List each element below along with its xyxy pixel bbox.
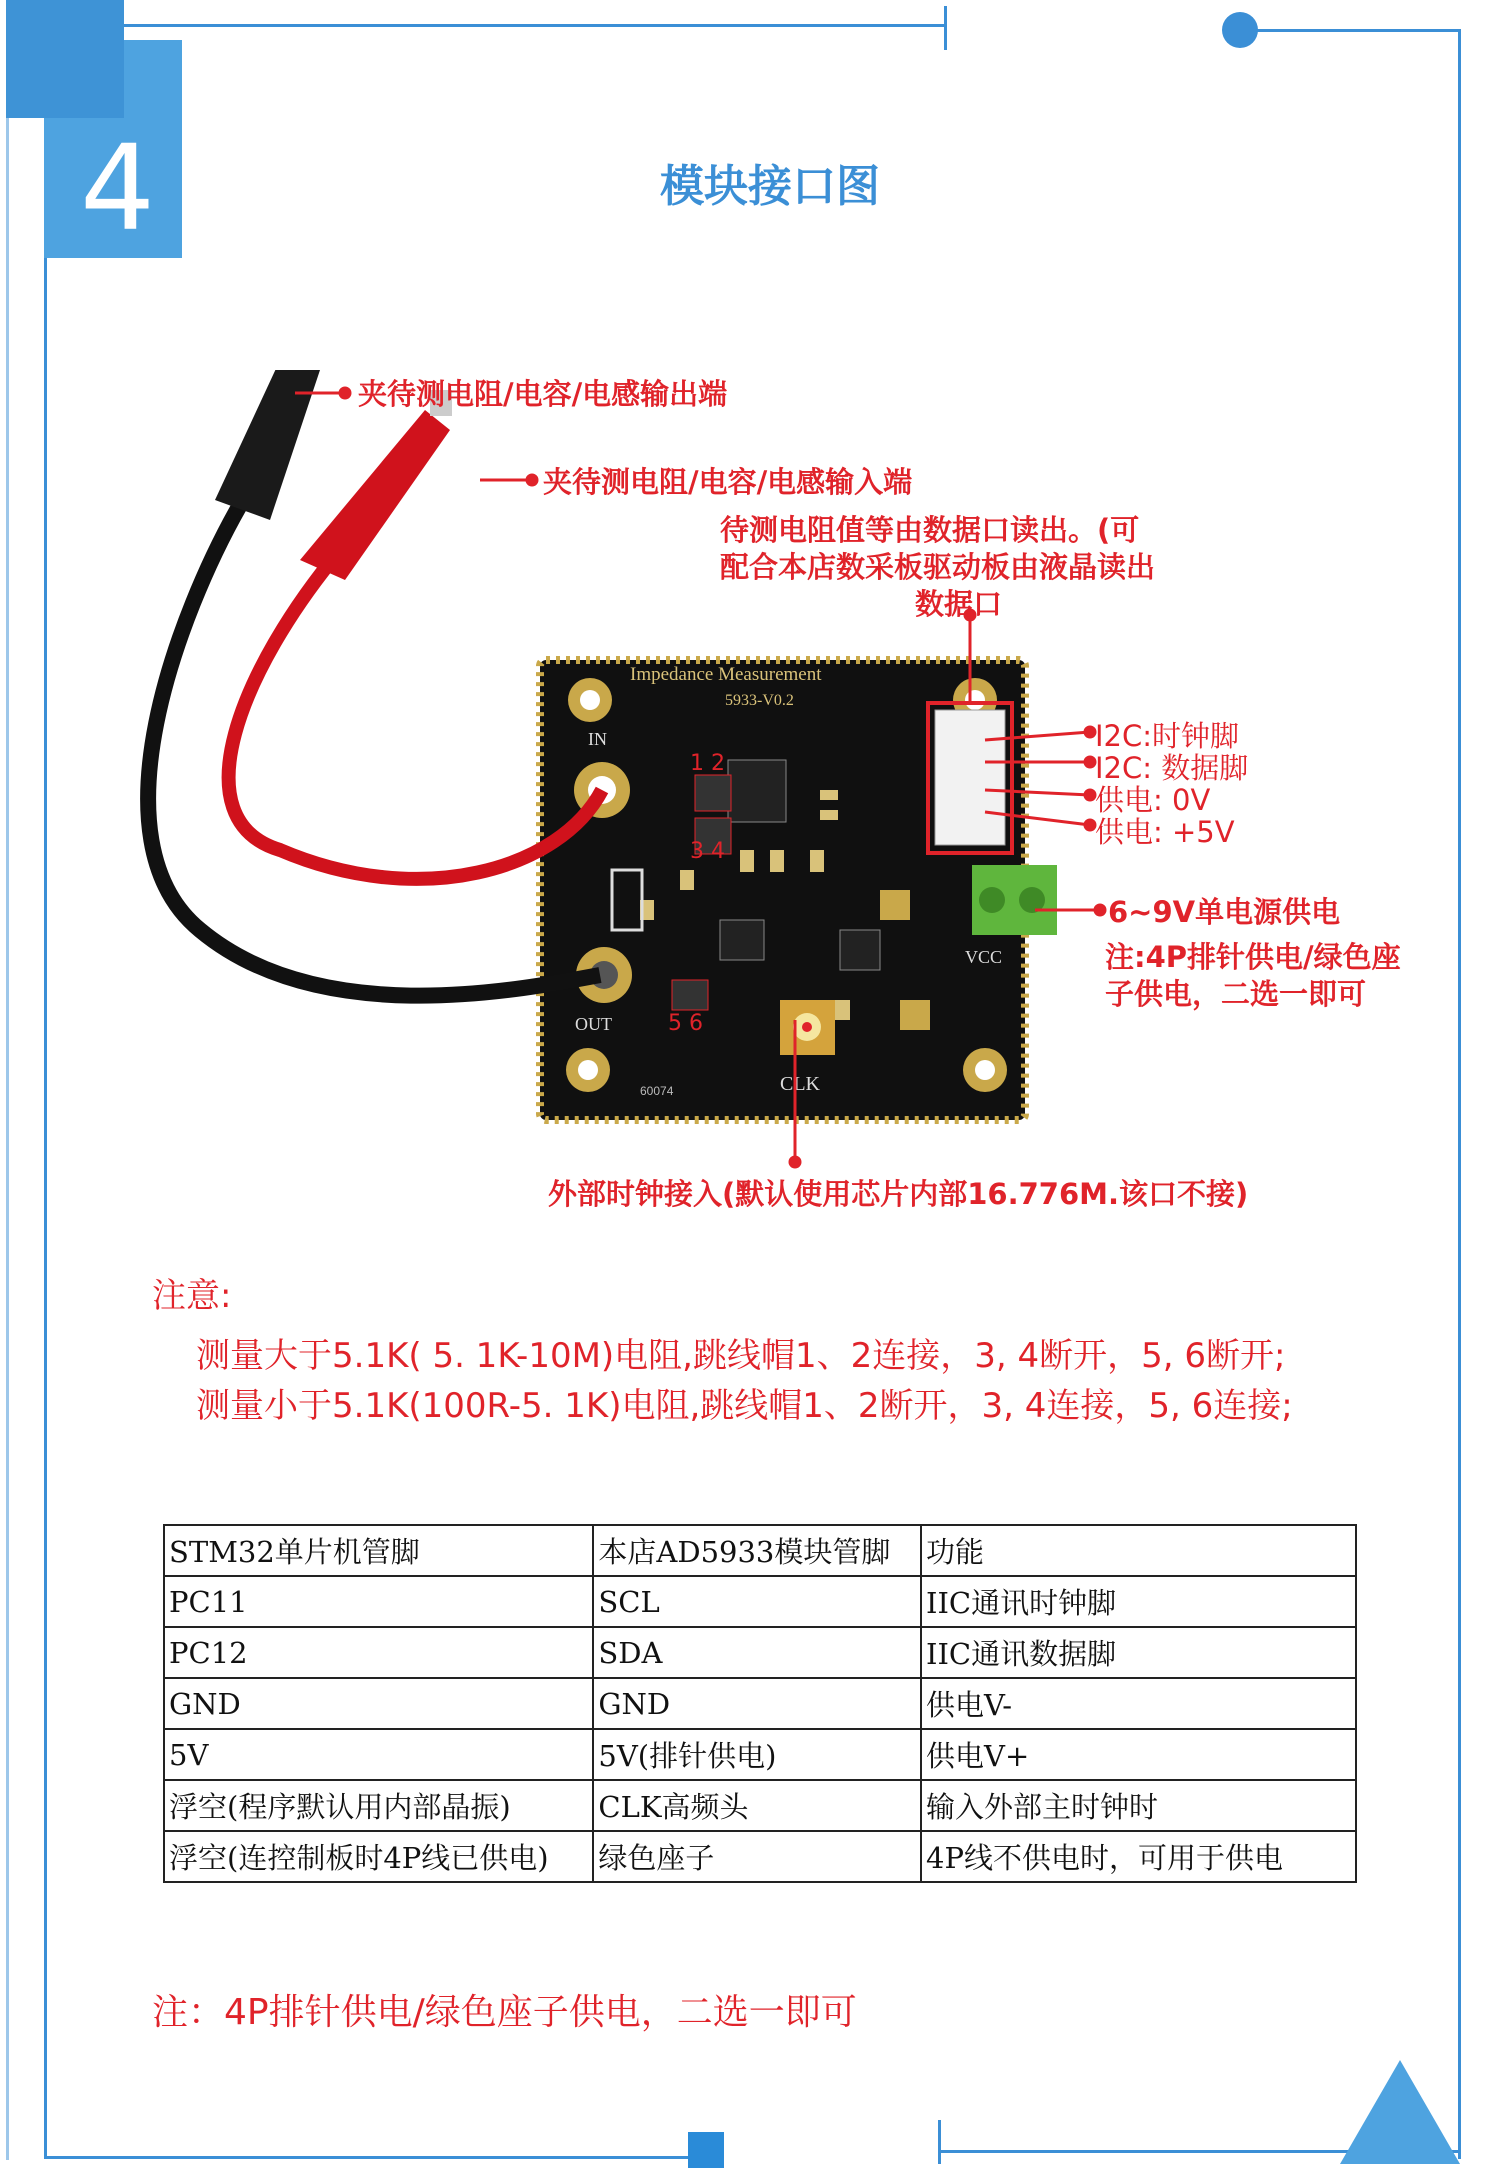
table-row bbox=[164, 1576, 1356, 1627]
table-cell: 浮空(程序默认用内部晶振) bbox=[164, 1780, 593, 1831]
table-cell: 供电V+ bbox=[921, 1729, 1356, 1780]
table-header-row bbox=[164, 1525, 1356, 1576]
silk-jumper-56: 5 6 bbox=[668, 1011, 703, 1036]
table-cell: 绿色座子 bbox=[593, 1831, 921, 1882]
table-cell: 浮空(连控制板时4P线已供电) bbox=[164, 1831, 593, 1882]
annotation-pin-scl: I2C:时钟脚 bbox=[1095, 719, 1240, 753]
annotation-power-note-1: 注:4P排针供电/绿色座 bbox=[1105, 940, 1401, 974]
table-row bbox=[164, 1729, 1356, 1780]
notes-line-1: 测量大于5.1K( 5. 1K-10M)电阻,跳线帽1、2连接，3, 4断开，5, 6断开; bbox=[196, 1336, 1286, 1376]
silk-code: 60074 bbox=[640, 1084, 674, 1098]
silk-version: 5933-V0.2 bbox=[725, 692, 794, 709]
silk-clk: CLK bbox=[780, 1073, 820, 1095]
table-cell: 输入外部主时钟时 bbox=[921, 1780, 1356, 1831]
page-title: 模块接口图 bbox=[660, 161, 880, 212]
table-cell: SCL bbox=[593, 1576, 921, 1627]
annotation-pin-sda: I2C: 数据脚 bbox=[1095, 751, 1249, 785]
table-cell: 供电V- bbox=[921, 1678, 1356, 1729]
table-cell: 4P线不供电时，可用于供电 bbox=[921, 1831, 1356, 1882]
annotation-power-note-2: 子供电，二选一即可 bbox=[1105, 977, 1367, 1011]
notes-heading: 注意: bbox=[152, 1276, 232, 1316]
annotation-pin-gnd: 供电: 0V bbox=[1095, 783, 1211, 817]
table-cell: 5V(排针供电) bbox=[593, 1729, 921, 1780]
annotation-data-port-1: 待测电阻值等由数据口读出。(可 bbox=[720, 513, 1140, 547]
pin-mapping-table bbox=[163, 1524, 1357, 1883]
table-cell: PC11 bbox=[164, 1576, 593, 1627]
section-number: 4 bbox=[80, 119, 156, 257]
annotation-pin-vcc: 供电: +5V bbox=[1095, 815, 1235, 849]
silk-vcc: VCC bbox=[965, 947, 1003, 967]
silk-jumper-12: 1 2 bbox=[690, 751, 725, 776]
table-cell: CLK高频头 bbox=[593, 1780, 921, 1831]
notes-line-2: 测量小于5.1K(100R-5. 1K)电阻,跳线帽1、2断开，3, 4连接，5, 6连接; bbox=[196, 1386, 1293, 1426]
footer-note: 注：4P排针供电/绿色座子供电，二选一即可 bbox=[152, 1992, 857, 2033]
annotation-data-port-2: 配合本店数采板驱动板由液晶读出 bbox=[720, 550, 1156, 584]
annotation-output-clip: 夹待测电阻/电容/电感输出端 bbox=[358, 377, 728, 411]
table-cell: SDA bbox=[593, 1627, 921, 1678]
table-row bbox=[164, 1627, 1356, 1678]
table-header-cell: STM32单片机管脚 bbox=[164, 1525, 593, 1576]
table-cell: 5V bbox=[164, 1729, 593, 1780]
silk-in: IN bbox=[588, 729, 607, 749]
silk-jumper-34: 3 4 bbox=[690, 839, 725, 864]
annotation-input-clip: 夹待测电阻/电容/电感输入端 bbox=[543, 465, 913, 499]
table-cell: PC12 bbox=[164, 1627, 593, 1678]
annotation-power-input: 6~9V单电源供电 bbox=[1108, 895, 1341, 929]
table-header-cell: 本店AD5933模块管脚 bbox=[593, 1525, 921, 1576]
silk-out: OUT bbox=[575, 1014, 612, 1034]
table-row bbox=[164, 1780, 1356, 1831]
table-cell: GND bbox=[164, 1678, 593, 1729]
table-header-cell: 功能 bbox=[921, 1525, 1356, 1576]
table-cell: GND bbox=[593, 1678, 921, 1729]
table-row bbox=[164, 1831, 1356, 1882]
silk-name: Impedance Measurement bbox=[630, 664, 822, 685]
annotation-clock-input: 外部时钟接入(默认使用芯片内部16.776M.该口不接) bbox=[548, 1177, 1249, 1211]
annotation-data-port-3: 数据口 bbox=[915, 587, 1003, 621]
table-cell: IIC通讯数据脚 bbox=[921, 1627, 1356, 1678]
table-row bbox=[164, 1678, 1356, 1729]
table-cell: IIC通讯时钟脚 bbox=[921, 1576, 1356, 1627]
